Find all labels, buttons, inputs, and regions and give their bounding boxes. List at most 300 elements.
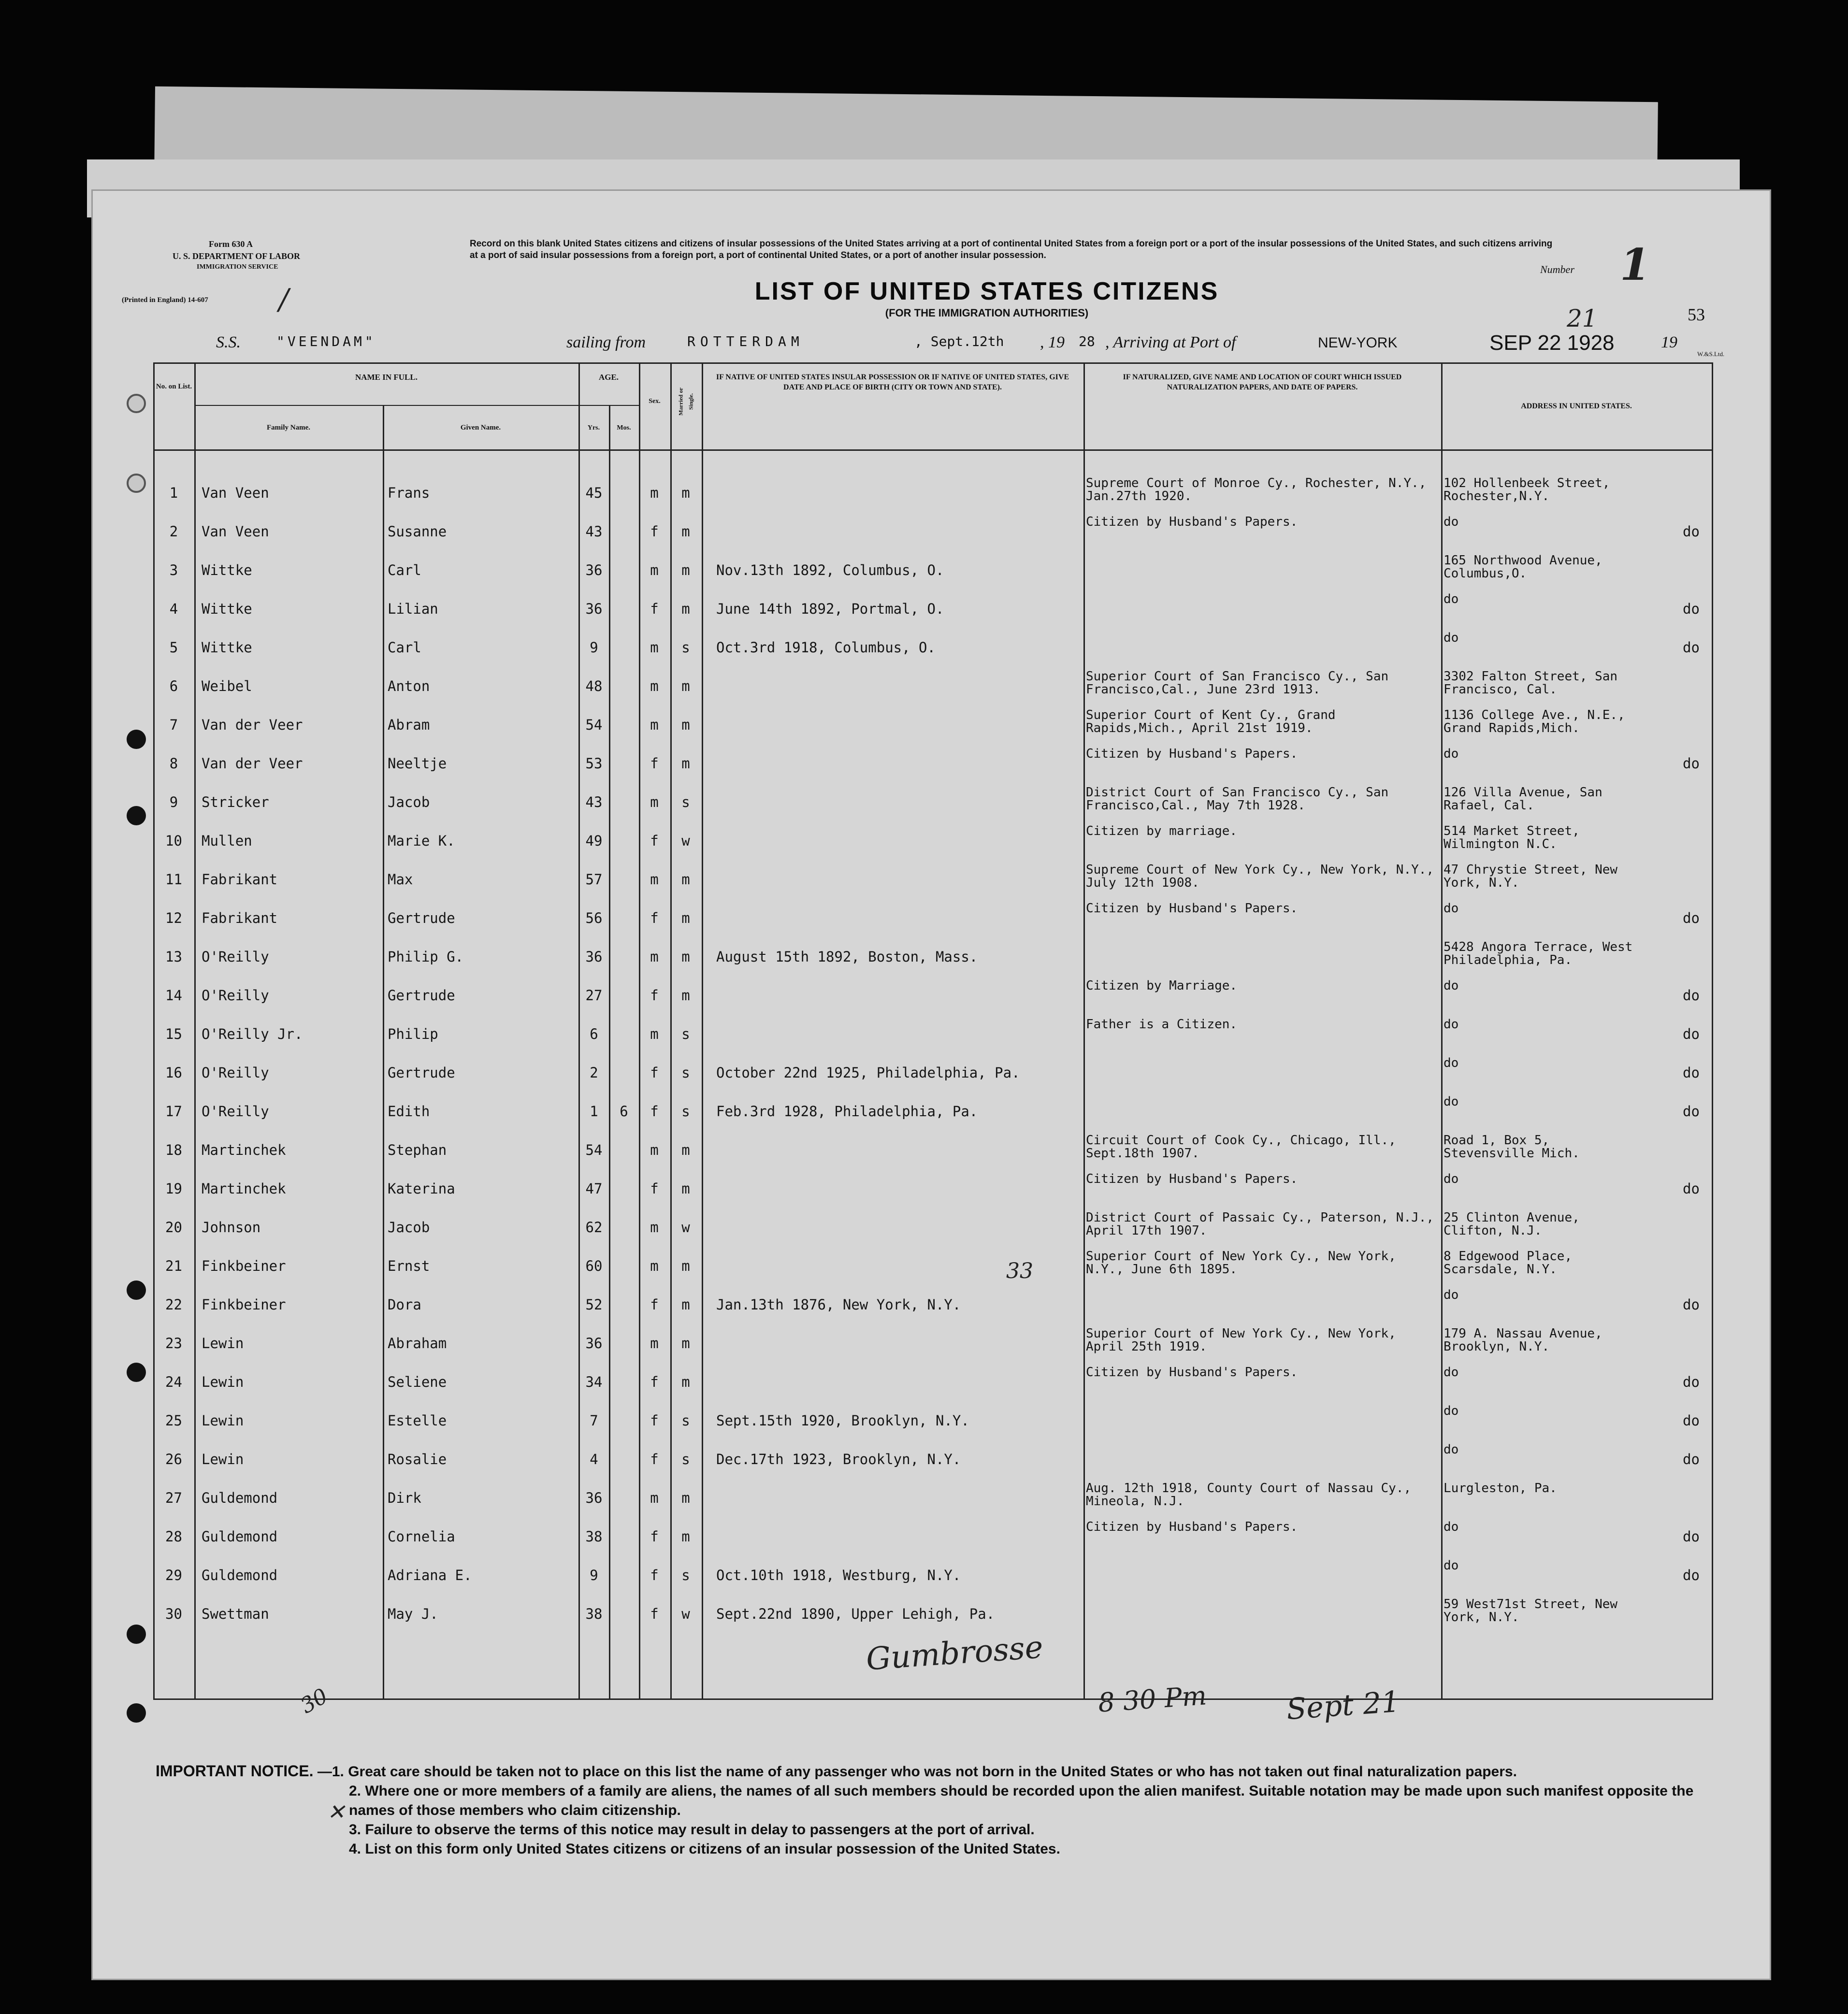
age-years: 9 — [590, 639, 598, 656]
sex: f — [650, 1606, 659, 1622]
naturalization-info: District Court of Passaic Cy., Paterson, N.J., April 17th 1907. — [1086, 1210, 1434, 1238]
address: do — [1444, 1520, 1459, 1534]
given-name: Max — [388, 871, 413, 888]
sex: f — [650, 1528, 659, 1545]
row-number: 1 — [169, 485, 178, 501]
inspector-signature: Gumbrosse — [865, 1629, 1044, 1678]
address-ditto: do — [1683, 1567, 1700, 1583]
address: Road 1, Box 5, Stevensville Mich. — [1444, 1133, 1580, 1161]
birth-info: Jan.13th 1876, New York, N.Y. — [716, 1296, 961, 1313]
given-name: Susanne — [388, 523, 447, 540]
sex: f — [650, 1567, 659, 1583]
marital-status: s — [681, 639, 690, 656]
given-name: Dora — [388, 1296, 421, 1313]
family-name: Martinchek — [202, 1180, 286, 1197]
age-years: 36 — [585, 949, 603, 965]
sex: m — [650, 678, 659, 694]
given-name: Seliene — [388, 1374, 447, 1390]
address: 8 Edgewood Place, Scarsdale, N.Y. — [1444, 1249, 1573, 1277]
given-name: Katerina — [388, 1180, 455, 1197]
birth-info: October 22nd 1925, Philadelphia, Pa. — [716, 1065, 1020, 1081]
marital-status: m — [681, 1258, 690, 1274]
sex: f — [650, 987, 659, 1004]
marital-status: m — [681, 601, 690, 617]
naturalization-info: Superior Court of Kent Cy., Grand Rapids,Mich., April 21st 1919. — [1086, 708, 1336, 735]
header-address: ADDRESS IN UNITED STATES. — [1521, 402, 1632, 410]
row-number: 2 — [169, 523, 178, 540]
age-years: 43 — [585, 523, 603, 540]
notice-heading: IMPORTANT NOTICE. — [156, 1762, 314, 1780]
sex: f — [650, 1296, 659, 1313]
row-number: 19 — [165, 1180, 182, 1197]
year-suffix: 19 — [1661, 333, 1677, 351]
family-name: Swettman — [202, 1606, 269, 1622]
family-name: O'Reilly Jr. — [202, 1026, 303, 1042]
age-years: 52 — [585, 1296, 603, 1313]
age-years: 45 — [585, 485, 603, 501]
address-ditto: do — [1683, 1412, 1700, 1429]
subheader-rule — [194, 405, 639, 406]
sex: m — [650, 639, 659, 656]
handwritten-time: 8 30 Pm — [1097, 1680, 1208, 1718]
marital-status: m — [681, 523, 690, 540]
sex: m — [650, 871, 659, 888]
marital-status: s — [681, 1412, 690, 1429]
marital-status: m — [681, 910, 690, 926]
number-label: Number — [1540, 263, 1574, 275]
address: do — [1444, 1365, 1459, 1380]
family-name: Fabrikant — [202, 910, 278, 926]
sex: m — [650, 1490, 659, 1506]
sex: f — [650, 910, 659, 926]
family-name: Van Veen — [202, 523, 269, 540]
family-name: Johnson — [202, 1219, 261, 1236]
family-name: Guldemond — [202, 1567, 278, 1583]
address-ditto: do — [1683, 987, 1700, 1004]
age-years: 36 — [585, 601, 603, 617]
family-name: O'Reilly — [202, 949, 269, 965]
naturalization-info: Superior Court of San Francisco Cy., San Francisco,Cal., June 23rd 1913. — [1086, 669, 1389, 697]
notice-item-2: 2. Where one or more members of a family are aliens, the names of all such members should be recorded upon the alien manifest. Suitable notation may be made upon such manifest opposite the names of those members who claim citizenship. — [349, 1783, 1694, 1818]
service-label: IMMIGRATION SERVICE — [197, 263, 278, 271]
row-number: 8 — [169, 755, 178, 772]
header-bottom-rule — [153, 449, 1712, 451]
row-number: 10 — [165, 833, 182, 849]
sex: m — [650, 949, 659, 965]
address: do — [1444, 978, 1459, 993]
address: do — [1444, 1056, 1459, 1070]
marital-status: m — [681, 987, 690, 1004]
punch-hole — [127, 1280, 146, 1300]
address: do — [1444, 901, 1459, 916]
birth-info: Nov.13th 1892, Columbus, O. — [716, 562, 944, 578]
handwritten-margin-note: 33 — [1006, 1259, 1033, 1283]
age-years: 48 — [585, 678, 603, 694]
marital-status: m — [681, 485, 690, 501]
family-name: O'Reilly — [202, 1103, 269, 1120]
sex: m — [650, 1026, 659, 1042]
naturalization-info: Superior Court of New York Cy., New York, N.Y., June 6th 1895. — [1086, 1249, 1396, 1277]
address-ditto: do — [1683, 755, 1700, 772]
address: do — [1444, 631, 1459, 645]
given-name: Dirk — [388, 1490, 421, 1506]
given-name: Lilian — [388, 601, 438, 617]
given-name: Jacob — [388, 1219, 430, 1236]
naturalization-info: Supreme Court of Monroe Cy., Rochester, N.Y., Jan.27th 1920. — [1086, 476, 1427, 504]
punch-hole — [127, 394, 146, 413]
naturalization-info: Citizen by marriage. — [1086, 824, 1238, 838]
marital-status: s — [681, 1451, 690, 1467]
ss-label: S.S. — [216, 333, 241, 351]
address: 3302 Falton Street, San Francisco, Cal. — [1444, 669, 1618, 697]
naturalization-info: Superior Court of New York Cy., New York, April 25th 1919. — [1086, 1326, 1396, 1354]
address: 5428 Angora Terrace, West Philadelphia, Pa. — [1444, 940, 1633, 967]
given-name: Gertrude — [388, 910, 455, 926]
given-name: Marie K. — [388, 833, 455, 849]
given-name: Abram — [388, 717, 430, 733]
address-ditto: do — [1683, 639, 1700, 656]
given-name: Stephan — [388, 1142, 447, 1158]
sex: f — [650, 523, 659, 540]
marital-status: m — [681, 871, 690, 888]
address: do — [1444, 1404, 1459, 1418]
sex: m — [650, 485, 659, 501]
marital-status: m — [681, 1490, 690, 1506]
marital-status: m — [681, 717, 690, 733]
punch-hole — [127, 1625, 146, 1644]
marital-status: m — [681, 678, 690, 694]
address: 47 Chrystie Street, New York, N.Y. — [1444, 863, 1618, 890]
row-number: 5 — [169, 639, 178, 656]
address-ditto: do — [1683, 1065, 1700, 1081]
naturalization-info: Father is a Citizen. — [1086, 1017, 1238, 1032]
number-value: 1 — [1620, 239, 1650, 290]
age-years: 1 — [590, 1103, 598, 1120]
sex: m — [650, 1335, 659, 1352]
age-years: 36 — [585, 562, 603, 578]
address: 165 Northwood Avenue, Columbus,O. — [1444, 553, 1603, 581]
age-years: 57 — [585, 871, 603, 888]
sailing-label: sailing from — [566, 333, 646, 351]
row-number: 9 — [169, 794, 178, 810]
address: 102 Hollenbeek Street, Rochester,N.Y. — [1444, 476, 1610, 504]
marital-status: m — [681, 1528, 690, 1545]
row-number: 28 — [165, 1528, 182, 1545]
department-label: U. S. DEPARTMENT OF LABOR — [173, 251, 301, 261]
header-yrs: Yrs. — [587, 424, 600, 432]
family-name: O'Reilly — [202, 1065, 269, 1081]
address: do — [1444, 515, 1459, 529]
notice-item-4: 4. List on this form only United States citizens or citizens of an insular possession of the United States. — [349, 1841, 1060, 1857]
given-name: Philip G. — [388, 949, 464, 965]
marital-status: s — [681, 1065, 690, 1081]
given-name: Rosalie — [388, 1451, 447, 1467]
given-name: May J. — [388, 1606, 438, 1622]
age-years: 6 — [590, 1026, 598, 1042]
naturalization-info: Citizen by Husband's Papers. — [1086, 1520, 1298, 1534]
birth-info: June 14th 1892, Portmal, O. — [716, 601, 944, 617]
given-name: Cornelia — [388, 1528, 455, 1545]
address: 59 West71st Street, New York, N.Y. — [1444, 1597, 1618, 1625]
address: 25 Clinton Avenue, Clifton, N.J. — [1444, 1210, 1580, 1238]
punch-hole — [127, 730, 146, 749]
address-ditto: do — [1683, 1451, 1700, 1467]
arriving-label: , Arriving at Port of — [1105, 333, 1236, 351]
given-name: Gertrude — [388, 1065, 455, 1081]
address-ditto: do — [1683, 523, 1700, 540]
row-number: 22 — [165, 1296, 182, 1313]
row-number: 25 — [165, 1412, 182, 1429]
family-name: Lewin — [202, 1335, 244, 1352]
row-number: 14 — [165, 987, 182, 1004]
family-name: Finkbeiner — [202, 1258, 286, 1274]
age-months: 6 — [620, 1103, 628, 1120]
age-years: 43 — [585, 794, 603, 810]
given-name: Edith — [388, 1103, 430, 1120]
marital-status: m — [681, 562, 690, 578]
important-notice — [156, 1761, 1726, 1859]
age-years: 56 — [585, 910, 603, 926]
punch-hole — [127, 474, 146, 493]
family-name: Weibel — [202, 678, 252, 694]
birth-info: Feb.3rd 1928, Philadelphia, Pa. — [716, 1103, 978, 1120]
family-name: Wittke — [202, 639, 252, 656]
sex: m — [650, 1219, 659, 1236]
family-name: Lewin — [202, 1451, 244, 1467]
address-ditto: do — [1683, 1374, 1700, 1390]
family-name: Stricker — [202, 794, 269, 810]
family-name: Guldemond — [202, 1490, 278, 1506]
row-number: 30 — [165, 1606, 182, 1622]
row-number: 18 — [165, 1142, 182, 1158]
marital-status: s — [681, 1567, 690, 1583]
header-no: No. on List. — [156, 383, 192, 390]
header-naturalized: IF NATURALIZED, GIVE NAME AND LOCATION OF COURT WHICH ISSUED NATURALIZATION PAPERS, AND DATE OF PAPERS. — [1123, 373, 1402, 391]
address-ditto: do — [1683, 1180, 1700, 1197]
marital-status: s — [681, 1103, 690, 1120]
header-birth: IF NATIVE OF UNITED STATES INSULAR POSSESSION OR IF NATIVE OF UNITED STATES, GIVE DATE AND PLACE OF BIRTH (CITY OR TOWN AND STATE). — [716, 373, 1069, 391]
sex: f — [650, 1374, 659, 1390]
row-number: 16 — [165, 1065, 182, 1081]
address-ditto: do — [1683, 1026, 1700, 1042]
given-name: Philip — [388, 1026, 438, 1042]
sex: f — [650, 1103, 659, 1120]
age-years: 53 — [585, 755, 603, 772]
punch-hole — [127, 806, 146, 825]
header-name-in-full: NAME IN FULL. — [355, 373, 418, 382]
row-number: 29 — [165, 1567, 182, 1583]
given-name: Ernst — [388, 1258, 430, 1274]
family-name: Lewin — [202, 1412, 244, 1429]
arrival-handwritten: 21 — [1567, 304, 1598, 332]
row-number: 7 — [169, 717, 178, 733]
marital-status: w — [681, 1219, 690, 1236]
naturalization-info: Citizen by Marriage. — [1086, 978, 1238, 993]
naturalization-info: Citizen by Husband's Papers. — [1086, 747, 1298, 761]
handwritten-x-mark: ✕ — [327, 1800, 345, 1825]
birth-info: Sept.15th 1920, Brooklyn, N.Y. — [716, 1412, 969, 1429]
birth-info: Oct.10th 1918, Westburg, N.Y. — [716, 1567, 961, 1583]
age-years: 9 — [590, 1567, 598, 1583]
address: do — [1444, 1442, 1459, 1457]
marital-status: m — [681, 1180, 690, 1197]
page-number: 53 — [1688, 305, 1705, 324]
address-ditto: do — [1683, 1103, 1700, 1120]
age-years: 54 — [585, 717, 603, 733]
manifest-page — [93, 191, 1770, 1979]
marital-status: m — [681, 1296, 690, 1313]
printer-mark: W.&S.Ltd. — [1697, 350, 1725, 358]
punch-hole — [127, 1703, 146, 1723]
given-name: Neeltje — [388, 755, 447, 772]
given-name: Anton — [388, 678, 430, 694]
from-port: ROTTERDAM — [687, 333, 804, 349]
marital-status: m — [681, 755, 690, 772]
year-prefix: , 19 — [1040, 333, 1065, 351]
age-years: 2 — [590, 1065, 598, 1081]
naturalization-info: Circuit Court of Cook Cy., Chicago, Ill., Sept.18th 1907. — [1086, 1133, 1396, 1161]
page-title: LIST OF UNITED STATES CITIZENS — [754, 277, 1219, 305]
given-name: Carl — [388, 562, 421, 578]
row-number: 15 — [165, 1026, 182, 1042]
address: do — [1444, 1017, 1459, 1032]
address: 126 Villa Avenue, San Rafael, Cal. — [1444, 785, 1603, 813]
sex: m — [650, 1258, 659, 1274]
age-years: 7 — [590, 1412, 598, 1429]
naturalization-info: District Court of San Francisco Cy., San Francisco,Cal., May 7th 1928. — [1086, 785, 1389, 813]
row-number: 26 — [165, 1451, 182, 1467]
naturalization-info: Citizen by Husband's Papers. — [1086, 1365, 1298, 1380]
row-number: 4 — [169, 601, 178, 617]
marital-status: m — [681, 1374, 690, 1390]
age-years: 38 — [585, 1528, 603, 1545]
sex: f — [650, 755, 659, 772]
header-sex: Sex. — [649, 398, 661, 405]
arrival-port: NEW-YORK — [1318, 335, 1398, 351]
family-name: Van der Veer — [202, 717, 303, 733]
sex: f — [650, 1180, 659, 1197]
given-name: Frans — [388, 485, 430, 501]
sex: f — [650, 1065, 659, 1081]
sex: m — [650, 717, 659, 733]
row-number: 13 — [165, 949, 182, 965]
family-name: Finkbeiner — [202, 1296, 286, 1313]
header-age: AGE. — [598, 373, 619, 382]
family-name: Van der Veer — [202, 755, 303, 772]
family-name: O'Reilly — [202, 987, 269, 1004]
row-number: 23 — [165, 1335, 182, 1352]
address: do — [1444, 1288, 1459, 1302]
sex: f — [650, 1451, 659, 1467]
handwritten-tally: 30 — [296, 1683, 332, 1719]
birth-info: August 15th 1892, Boston, Mass. — [716, 949, 978, 965]
ship-name: "VEENDAM" — [276, 333, 376, 349]
sex: m — [650, 794, 659, 810]
record-instructions: Record on this blank United States citizens and citizens of insular possessions of the United States arriving at a port of continental United States from a foreign port or a port of the insular possessions of the United States, and such citizens arriving at a port of said insular possessions from a foreign port, a port of continental United States, or a port of another insular possession. — [470, 239, 1553, 260]
naturalization-info: Supreme Court of New York Cy., New York, N.Y., July 12th 1908. — [1086, 863, 1434, 890]
family-name: Wittke — [202, 562, 252, 578]
birth-info: Sept.22nd 1890, Upper Lehigh, Pa. — [716, 1606, 995, 1622]
given-name: Estelle — [388, 1412, 447, 1429]
sail-date: , Sept.12th — [914, 333, 1004, 349]
row-number: 17 — [165, 1103, 182, 1120]
year-value: 28 — [1079, 333, 1095, 349]
sex: f — [650, 601, 659, 617]
address-ditto: do — [1683, 601, 1700, 617]
address: 1136 College Ave., N.E., Grand Rapids,Mich. — [1444, 708, 1625, 735]
age-years: 49 — [585, 833, 603, 849]
age-years: 36 — [585, 1335, 603, 1352]
marital-status: m — [681, 1142, 690, 1158]
address-ditto: do — [1683, 910, 1700, 926]
table-top-rule — [153, 362, 1712, 364]
address: do — [1444, 1558, 1459, 1573]
row-number: 12 — [165, 910, 182, 926]
printed-label: (Printed in England) 14-607 — [122, 296, 208, 304]
address: do — [1444, 592, 1459, 606]
header-family-name: Family Name. — [267, 424, 310, 432]
age-years: 38 — [585, 1606, 603, 1622]
handwritten-date: Sept 21 — [1285, 1684, 1401, 1727]
age-years: 27 — [585, 987, 603, 1004]
given-name: Gertrude — [388, 987, 455, 1004]
header-mos: Mos. — [617, 424, 631, 432]
marital-status: m — [681, 949, 690, 965]
given-name: Carl — [388, 639, 421, 656]
given-name: Adriana E. — [388, 1567, 472, 1583]
address: Lurgleston, Pa. — [1444, 1481, 1557, 1496]
marital-status: w — [681, 833, 690, 849]
row-number: 21 — [165, 1258, 182, 1274]
naturalization-info: Citizen by Husband's Papers. — [1086, 1172, 1298, 1186]
address: do — [1444, 1094, 1459, 1109]
marital-status: w — [681, 1606, 690, 1622]
sex: f — [650, 1412, 659, 1429]
header-married: Married or Single. — [677, 388, 694, 416]
marital-status: s — [681, 794, 690, 810]
sex: f — [650, 833, 659, 849]
page-subtitle: (FOR THE IMMIGRATION AUTHORITIES) — [885, 307, 1089, 319]
address: do — [1444, 1172, 1459, 1186]
address-ditto: do — [1683, 1528, 1700, 1545]
family-name: Lewin — [202, 1374, 244, 1390]
table-bottom-rule — [153, 1698, 1712, 1700]
age-years: 36 — [585, 1490, 603, 1506]
notice-item-1: —1. Great care should be taken not to place on this list the name of any passenger who was not born in the United States or who has not taken out final naturalization papers. — [317, 1764, 1517, 1780]
family-name: Wittke — [202, 601, 252, 617]
row-number: 11 — [165, 871, 182, 888]
handwritten-mark: / — [279, 283, 289, 316]
row-number: 20 — [165, 1219, 182, 1236]
age-years: 47 — [585, 1180, 603, 1197]
naturalization-info: Aug. 12th 1918, County Court of Nassau Cy., Mineola, N.J. — [1086, 1481, 1412, 1509]
family-name: Mullen — [202, 833, 252, 849]
marital-status: m — [681, 1335, 690, 1352]
row-number: 3 — [169, 562, 178, 578]
notice-item-3: 3. Failure to observe the terms of this notice may result in delay to passengers at the port of arrival. — [349, 1822, 1035, 1838]
manifest-table — [93, 362, 1770, 1701]
naturalization-info: Citizen by Husband's Papers. — [1086, 515, 1298, 529]
birth-info: Oct.3rd 1918, Columbus, O. — [716, 639, 936, 656]
header-given-name: Given Name. — [460, 424, 501, 432]
family-name: Martinchek — [202, 1142, 286, 1158]
form-number: Form 630 A — [209, 239, 253, 249]
family-name: Fabrikant — [202, 871, 278, 888]
age-years: 60 — [585, 1258, 603, 1274]
address: 514 Market Street, Wilmington N.C. — [1444, 824, 1580, 851]
age-years: 4 — [590, 1451, 598, 1467]
naturalization-info: Citizen by Husband's Papers. — [1086, 901, 1298, 916]
